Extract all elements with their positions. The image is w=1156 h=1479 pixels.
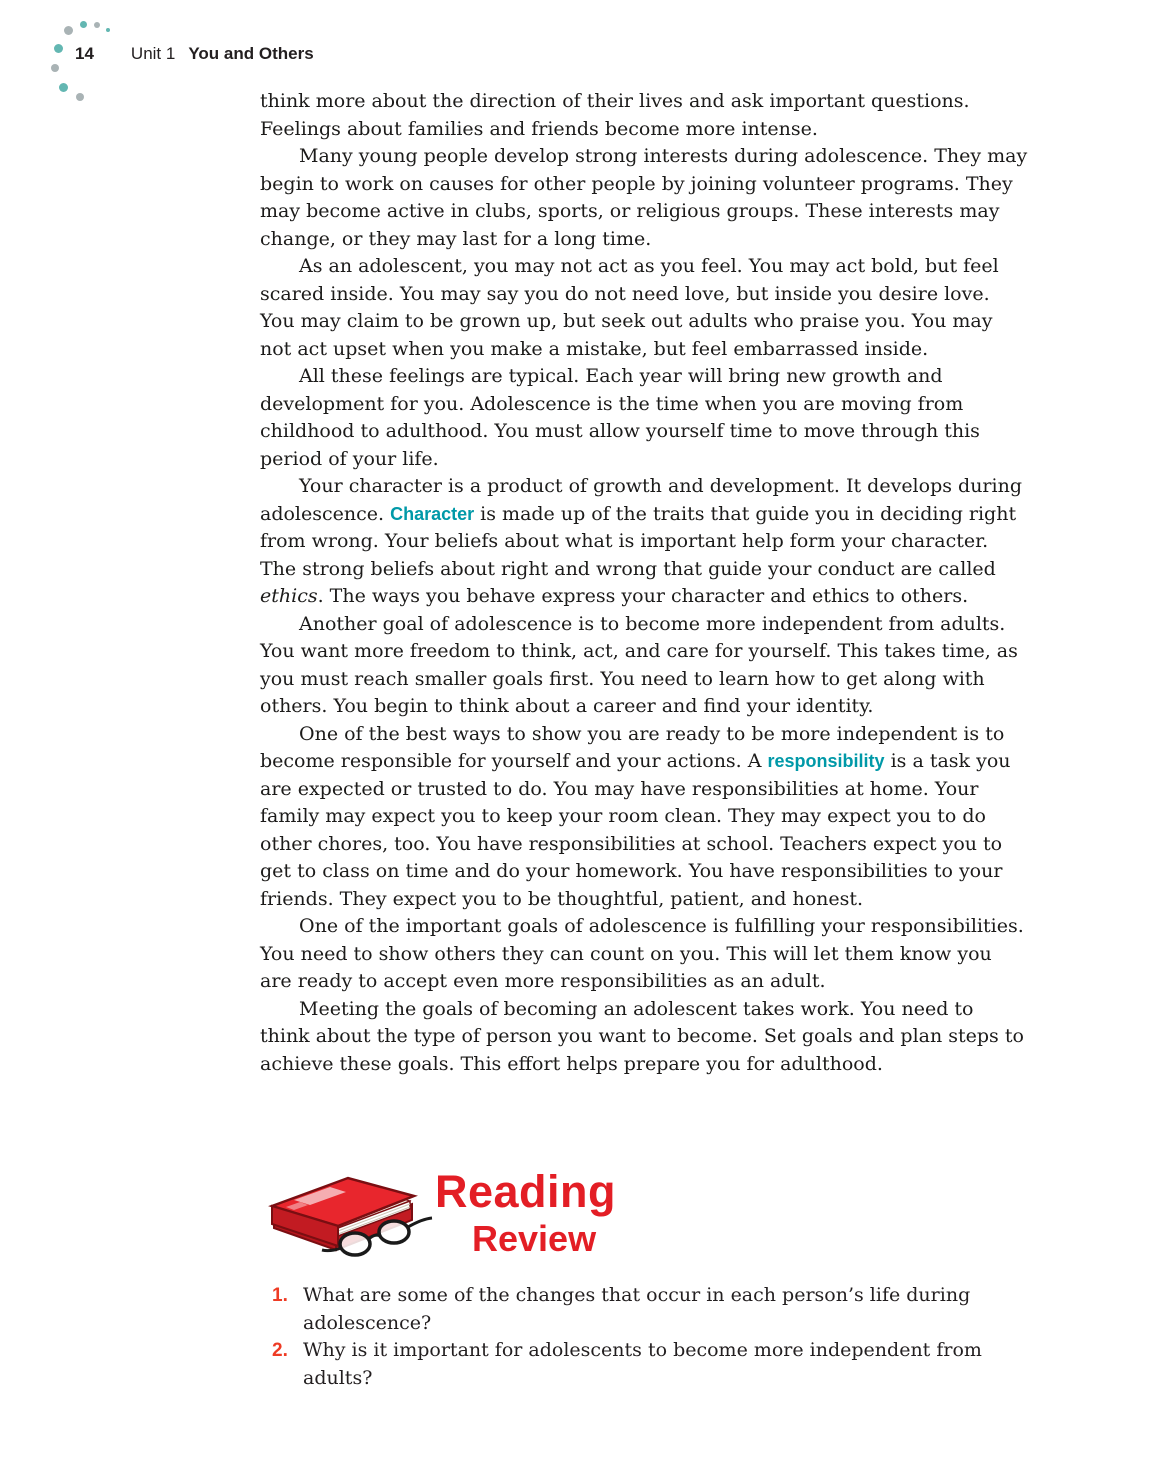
unit-label: Unit 1 (130, 44, 176, 63)
body-paragraph (260, 363, 1028, 473)
question-number: 2. (272, 1340, 288, 1361)
dot (80, 21, 87, 28)
reading-review-section (260, 1160, 1032, 1392)
body-text (260, 88, 1028, 1078)
body-text-segment: One of the best ways to show you are ready to be more independent is to become responsible for yourself and your actions. A (260, 722, 1005, 772)
question-number: 1. (272, 1285, 288, 1306)
review-question (260, 1337, 1032, 1392)
dot (51, 64, 59, 72)
body-paragraph (260, 253, 1028, 363)
book-and-glasses-icon (260, 1170, 435, 1270)
dot (59, 83, 68, 92)
body-text-segment: All these feelings are typical. Each year will bring new growth and development for you. Adolescence is the time when you are moving from childhood to adulthood. You must allow yourself time to move through this period of your life. (260, 365, 980, 470)
section-title: You and Others (188, 44, 314, 63)
body-text-segment: One of the important goals of adolescence is fulfilling your responsibilities. You need to show others they can count on you. This will let them know you are ready to accept even more responsibilities as an adult. (260, 915, 1024, 992)
body-text-segment: Meeting the goals of becoming an adolescent takes work. You need to think about the type of person you want to become. Set goals and plan steps to achieve these goals. This effort helps prepare you for adulthood. (260, 997, 1024, 1075)
body-text-segment: Another goal of adolescence is to become more independent from adults. You want more freedom to think, act, and care for yourself. This takes time, as you must reach smaller goals first. You need to learn how to get along with others. You begin to think about a career and find your identity. (260, 612, 1018, 717)
review-question (260, 1282, 1032, 1337)
key-term: responsibility (767, 751, 885, 771)
reading-review-subtitle: Review (472, 1218, 597, 1259)
body-paragraph (260, 611, 1028, 721)
body-text-segment: think more about the direction of their lives and ask important questions. Feelings about families and friends become more intense. (260, 90, 970, 140)
dot (64, 26, 73, 35)
body-paragraph (260, 996, 1028, 1079)
dot (106, 28, 110, 32)
reading-review-title: Reading (435, 1166, 617, 1217)
reading-review-header (260, 1160, 1032, 1272)
body-text-segment: Many young people develop strong interests during adolescence. They may begin to work on causes for other people by joining volunteer programs. They may become active in clubs, sports, or religious groups. These interests may change, or they may last for a long time. (260, 145, 1028, 250)
body-text-segment: . The ways you behave express your character and ethics to others. (317, 585, 969, 607)
body-paragraph (260, 88, 1028, 143)
page-number: 14 (75, 44, 94, 63)
question-text: Why is it important for adolescents to become more independent from adults? (303, 1339, 982, 1389)
body-paragraph (260, 913, 1028, 996)
body-text-segment: Your character is a product of growth and development. It develops during adolescence. (260, 475, 1022, 525)
body-paragraph (260, 473, 1028, 611)
dot (94, 22, 100, 28)
question-text: What are some of the changes that occur in each person’s life during adolescence? (303, 1284, 971, 1334)
dot (54, 44, 63, 53)
emphasis-text: ethics (260, 585, 318, 607)
review-questions (260, 1282, 1032, 1392)
body-text-segment: is made up of the traits that guide you in deciding right from wrong. Your beliefs about what is important help form your character. The strong beliefs about right and wrong that guide your conduct are called (260, 502, 1017, 580)
body-text-segment: As an adolescent, you may not act as you feel. You may act bold, but feel scared inside. You may say you do not need love, but inside you desire love. You may claim to be grown up, but seek out adults who praise you. You may not act upset when you make a mistake, but feel embarrassed inside. (260, 255, 999, 360)
dot (76, 93, 84, 101)
body-paragraph (260, 143, 1028, 253)
body-paragraph (260, 721, 1028, 914)
body-text-segment: is a task you are expected or trusted to do. You may have responsibilities at home. Your family may expect you to keep your room clean. They may expect you to do other chores, too. You have responsibilities at school. Teachers expect you to get to class on time and do your homework. You have responsibilities to your friends. They expect you to be thoughtful, patient, and honest. (260, 750, 1011, 910)
key-term: Character (390, 503, 475, 524)
page-header (75, 44, 314, 64)
